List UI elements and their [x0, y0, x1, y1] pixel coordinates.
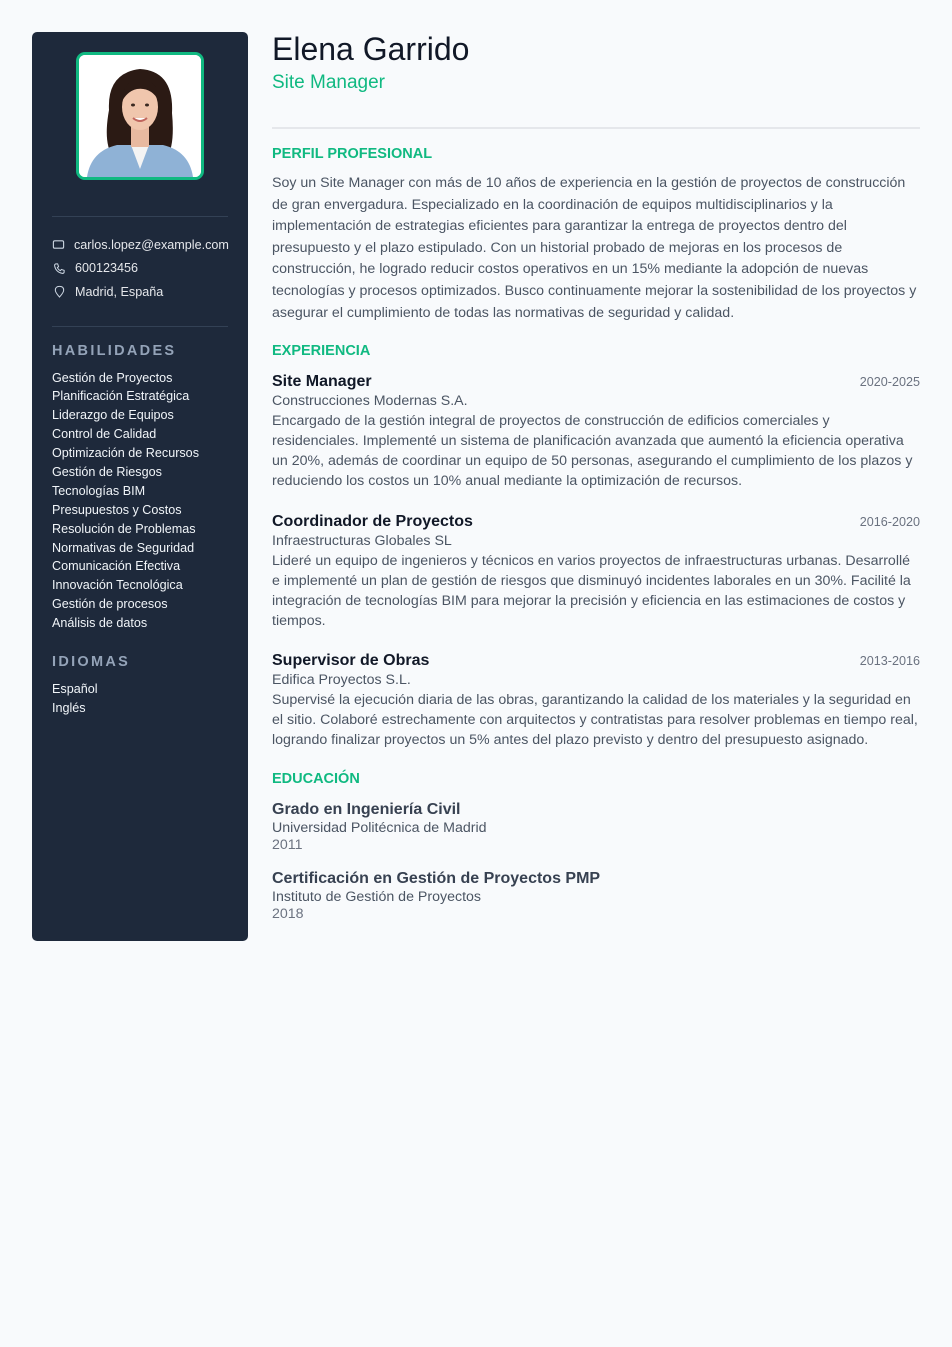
contact-location	[52, 280, 228, 304]
profile-photo	[76, 52, 204, 180]
skill-item: Análisis de datos	[52, 616, 148, 631]
job-entry	[272, 651, 920, 750]
skill-item: Gestión de procesos	[52, 597, 168, 612]
profile-text: Soy un Site Manager con más de 10 años de experiencia en la gestión de proyectos de construcción de gran envergadura. Especializado en la coordinación de equipos multidisciplinarios y la implementación de estrategias eficientes para garantizar la entrega de proyectos dentro del presupuesto y el plazo estipulado. Con un historial probado de mejoras en los procesos de construcción, he logrado reducir costos operativos en un 15% mediante la adopción de nuevas tecnologías y procesos optimizados. Busco continuamente mejorar la sostenibilidad de los proyectos y asegurar el cumplimiento de todas las normativas de seguridad y calidad.	[272, 175, 917, 321]
graduation-year: 2011	[272, 837, 303, 854]
person-name: Elena Garrido	[272, 31, 470, 67]
mail-icon	[52, 238, 65, 252]
main-content	[272, 30, 920, 922]
job-title: Supervisor de Obras	[272, 651, 430, 669]
job-role: Site Manager	[272, 72, 386, 93]
job-company: Edifica Proyectos S.L.	[272, 671, 411, 688]
location-pin-icon	[52, 285, 66, 299]
school-name: Universidad Politécnica de Madrid	[272, 820, 487, 837]
skill-item: Optimización de Recursos	[52, 446, 199, 461]
location-text: Madrid, España	[75, 284, 164, 299]
language-item: Español	[52, 681, 98, 696]
job-description: Lideré un equipo de ingenieros y técnicos en varios proyectos de infraestructuras urbanas. Desarrollé e implementé un plan de gestión de riesgos que disminuyó incidentes laborales en un 30%. Facilité la integración de tecnologías BIM para mejorar la precisión y eficiencia en las estimaciones de costos y tiempos.	[272, 552, 911, 629]
degree-title: Grado en Ingeniería Civil	[272, 801, 461, 819]
degree-title: Certificación en Gestión de Proyectos PMP	[272, 870, 601, 888]
school-name: Instituto de Gestión de Proyectos	[272, 889, 481, 906]
avatar	[79, 55, 201, 177]
job-entry	[272, 372, 920, 491]
job-dates: 2016-2020	[859, 514, 920, 529]
job-dates: 2013-2016	[859, 653, 920, 668]
skill-item: Innovación Tecnológica	[52, 578, 183, 593]
contact-info	[52, 233, 228, 304]
skill-item: Tecnologías BIM	[52, 483, 146, 498]
job-description: Encargado de la gestión integral de proyectos de construcción de edificios comerciales y residenciales. Implementé un sistema de planificación avanzada que aumentó la eficiencia operativa un 20%, además de coordinar un equipo de 50 personas, asegurando el cumplimiento de los plazos y reduciendo los costos un 10% anual mediante la optimización de recursos.	[272, 413, 913, 490]
skills-heading: HABILIDADES	[52, 342, 177, 359]
profile-heading: PERFIL PROFESIONAL	[272, 146, 433, 162]
experience-heading: EXPERIENCIA	[272, 343, 371, 360]
skill-item: Resolución de Problemas	[52, 521, 196, 536]
job-description: Supervisé la ejecución diaria de las obras, garantizando la calidad de los materiales y la seguridad en el sitio. Colaboré estrechamente con arquitectos y contratistas para resolver problemas en tiempo real, logrando finalizar proyectos un 5% antes del plazo previsto y dentro del presupuesto asignado.	[272, 691, 918, 749]
job-company: Infraestructuras Globales SL	[272, 532, 452, 549]
job-dates: 2020-2025	[859, 375, 920, 390]
language-item: Inglés	[52, 700, 86, 715]
sidebar	[32, 32, 248, 941]
education-heading: EDUCACIÓN	[272, 771, 360, 788]
skill-item: Liderazgo de Equipos	[52, 408, 174, 423]
education-list	[272, 800, 920, 922]
job-title: Site Manager	[272, 373, 372, 391]
skill-item: Comunicación Efectiva	[52, 559, 181, 574]
job-entry	[272, 512, 920, 631]
skill-item: Presupuestos y Costos	[52, 502, 182, 517]
contact-email[interactable]	[52, 233, 228, 257]
job-title: Coordinador de Proyectos	[272, 512, 473, 530]
skills-list	[52, 369, 228, 633]
header-divider	[272, 127, 920, 129]
languages-heading: IDIOMAS	[52, 653, 131, 670]
education-entry	[272, 869, 920, 922]
contact-phone[interactable]	[52, 257, 228, 281]
divider	[52, 216, 228, 217]
languages-list	[52, 680, 228, 718]
skill-item: Normativas de Seguridad	[52, 540, 195, 555]
skill-item: Gestión de Proyectos	[52, 370, 173, 385]
education-entry	[272, 800, 920, 853]
divider	[52, 326, 228, 327]
phone-icon	[52, 261, 66, 275]
experience-list	[272, 372, 920, 750]
skill-item: Control de Calidad	[52, 427, 157, 442]
job-company: Construcciones Modernas S.A.	[272, 393, 468, 410]
phone-text: 600123456	[75, 261, 139, 276]
skill-item: Planificación Estratégica	[52, 389, 190, 404]
graduation-year: 2018	[272, 906, 304, 923]
email-text: carlos.lopez@example.com	[74, 237, 229, 252]
skill-item: Gestión de Riesgos	[52, 464, 162, 479]
